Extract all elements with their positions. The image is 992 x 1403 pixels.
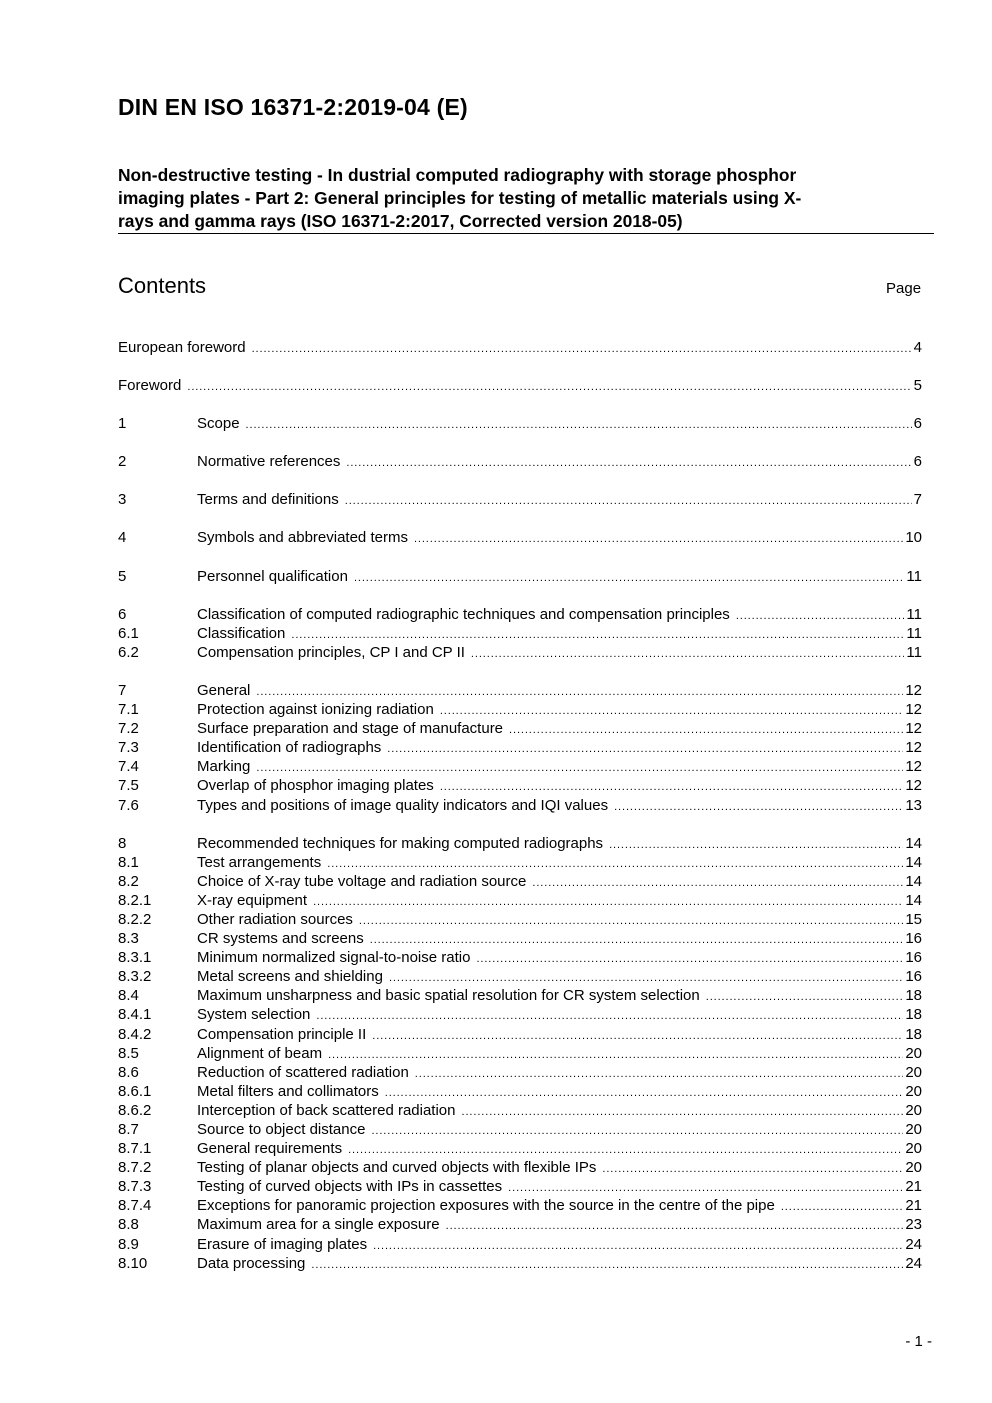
toc-entry-title: Source to object distance bbox=[197, 1121, 366, 1138]
toc-entry-title: Choice of X-ray tube voltage and radiation source bbox=[197, 872, 527, 890]
toc-entry[interactable] bbox=[118, 624, 922, 643]
toc-entry[interactable] bbox=[118, 567, 922, 586]
toc-entry[interactable] bbox=[118, 338, 922, 357]
toc-entry-title: Scope bbox=[197, 415, 240, 433]
subtitle-line: Non-destructive testing - In dustrial computed radiography with storage phosphor bbox=[118, 165, 797, 185]
toc-entry[interactable] bbox=[118, 1196, 922, 1215]
toc-entry-number: 7.3 bbox=[118, 739, 139, 757]
toc-entry-page: 21 bbox=[905, 1178, 922, 1196]
toc-entry-number: 6 bbox=[118, 605, 127, 623]
toc-entry[interactable] bbox=[118, 700, 922, 719]
toc-entry-number: 8.5 bbox=[118, 1044, 139, 1062]
toc-entry-number: 6.1 bbox=[118, 624, 139, 642]
toc-entry-title: Reduction of scattered radiation bbox=[197, 1063, 409, 1081]
toc-entry-title: Exceptions for panoramic projection exposures with the source in the centre of the pipe bbox=[197, 1197, 775, 1215]
toc-entry-number: 8 bbox=[118, 834, 127, 852]
toc-dot-leader bbox=[414, 530, 903, 549]
toc-entry-page: 18 bbox=[905, 987, 922, 1005]
toc-entry-number: 2 bbox=[118, 453, 127, 471]
toc-entry-page: 21 bbox=[905, 1197, 922, 1215]
toc-entry-number: 8.4.2 bbox=[118, 1025, 152, 1043]
toc-entry-page: 20 bbox=[905, 1159, 922, 1177]
toc-entry[interactable] bbox=[118, 1139, 922, 1158]
toc-entry-number: 8.2.1 bbox=[118, 891, 152, 909]
toc-entry[interactable] bbox=[118, 910, 922, 929]
toc-entry-title: Recommended techniques for making computed radiographs bbox=[197, 834, 604, 852]
toc-entry-number: 8.8 bbox=[118, 1216, 139, 1234]
toc-entry-title: Erasure of imaging plates bbox=[197, 1235, 368, 1253]
subtitle-line: rays and gamma rays (ISO 16371-2:2017, Corrected version 2018-05) bbox=[118, 211, 683, 231]
toc-entry-page: 12 bbox=[905, 777, 922, 795]
toc-entry[interactable] bbox=[118, 1235, 922, 1254]
toc-entry[interactable] bbox=[118, 853, 922, 872]
toc-entry-title: Alignment of beam bbox=[197, 1044, 323, 1062]
toc-entry[interactable] bbox=[118, 1177, 922, 1196]
document-subtitle bbox=[118, 164, 918, 233]
toc-entry-title: Symbols and abbreviated terms bbox=[197, 529, 408, 547]
toc-entry-title: System selection bbox=[197, 1006, 311, 1024]
toc-entry-page: 14 bbox=[905, 853, 922, 871]
toc-entry[interactable] bbox=[118, 414, 922, 433]
toc-entry-page: 20 bbox=[905, 1121, 922, 1138]
toc-entry[interactable] bbox=[118, 986, 922, 1005]
document-id: DIN EN ISO 16371-2:2019-04 (E) bbox=[118, 94, 468, 120]
toc-entry-title: Interception of back scattered radiation bbox=[197, 1101, 456, 1119]
toc-entry-number: 8.1 bbox=[118, 853, 139, 871]
toc-entry-number: 8.7.3 bbox=[118, 1178, 152, 1196]
toc-entry-title: Metal filters and collimators bbox=[197, 1082, 379, 1100]
toc-entry-title: CR systems and screens bbox=[197, 930, 364, 948]
toc-dot-leader bbox=[252, 340, 912, 359]
toc-entry-page: 5 bbox=[913, 377, 922, 395]
toc-entry[interactable] bbox=[118, 1254, 922, 1273]
toc-entry-title: Other radiation sources bbox=[197, 910, 353, 928]
toc-entry-page: 13 bbox=[905, 796, 922, 814]
toc-dot-leader bbox=[471, 645, 905, 664]
toc-entry-page: 20 bbox=[905, 1063, 922, 1081]
toc-entry-title: Personnel qualification bbox=[197, 567, 348, 585]
toc-entry-title: Compensation principles, CP I and CP II bbox=[197, 643, 465, 661]
toc-entry-page: 14 bbox=[905, 891, 922, 909]
toc-entry[interactable] bbox=[118, 1120, 922, 1139]
toc-entry-title: Minimum normalized signal-to-noise ratio bbox=[197, 949, 471, 967]
toc-entry-title: Marking bbox=[197, 758, 251, 776]
toc-entry-page: 12 bbox=[905, 701, 922, 719]
toc-entry-page: 11 bbox=[906, 567, 922, 585]
toc-entry[interactable] bbox=[118, 776, 922, 795]
toc-entry-number: 5 bbox=[118, 567, 127, 585]
toc-entry-page: 12 bbox=[905, 720, 922, 738]
toc-entry-number: 8.2.2 bbox=[118, 910, 152, 928]
toc-entry-title: General bbox=[197, 681, 251, 699]
toc-dot-leader bbox=[311, 1256, 903, 1275]
toc-entry-title: European foreword bbox=[118, 339, 246, 356]
toc-entry-title: Testing of curved objects with IPs in cassettes bbox=[197, 1178, 503, 1196]
toc-dot-leader bbox=[345, 492, 912, 511]
toc-entry[interactable] bbox=[118, 948, 922, 967]
toc-entry-page: 11 bbox=[906, 643, 922, 661]
toc-entry[interactable] bbox=[118, 1082, 922, 1101]
toc-entry-page: 10 bbox=[905, 529, 922, 547]
toc-entry-number: 8.7.1 bbox=[118, 1140, 152, 1158]
toc-entry-page: 12 bbox=[905, 681, 922, 699]
toc-entry-number: 4 bbox=[118, 529, 127, 547]
toc-entry-page: 16 bbox=[905, 949, 922, 967]
toc-entry[interactable] bbox=[118, 929, 922, 948]
toc-entry-page: 16 bbox=[905, 968, 922, 986]
toc-entry-title: Metal screens and shielding bbox=[197, 968, 383, 986]
toc-entry-page: 11 bbox=[906, 605, 922, 623]
toc-entry-title: Classification bbox=[197, 624, 286, 642]
toc-entry[interactable] bbox=[118, 643, 922, 662]
toc-entry-title: General requirements bbox=[197, 1140, 343, 1158]
toc-entry[interactable] bbox=[118, 1025, 922, 1044]
toc-entry-number: 3 bbox=[118, 491, 127, 509]
toc-entry[interactable] bbox=[118, 719, 922, 738]
toc-entry[interactable] bbox=[118, 452, 922, 471]
toc-entry-title: Identification of radiographs bbox=[197, 739, 382, 757]
toc-entry[interactable] bbox=[118, 757, 922, 776]
toc-entry-number: 8.7 bbox=[118, 1121, 139, 1138]
toc-entry-number: 6.2 bbox=[118, 643, 139, 661]
toc-entry[interactable] bbox=[118, 1101, 922, 1120]
toc-entry[interactable] bbox=[118, 738, 922, 757]
toc-entry-title: Maximum unsharpness and basic spatial resolution for CR system selection bbox=[197, 987, 700, 1005]
toc-entry-number: 7.2 bbox=[118, 720, 139, 738]
toc-entry[interactable] bbox=[118, 834, 922, 853]
toc-entry-title: Types and positions of image quality indicators and IQI values bbox=[197, 796, 609, 814]
toc-entry-number: 8.9 bbox=[118, 1235, 139, 1253]
toc-entry-page: 15 bbox=[905, 910, 922, 928]
toc-entry-title: Testing of planar objects and curved objects with flexible IPs bbox=[197, 1159, 597, 1177]
toc-entry-number: 8.7.2 bbox=[118, 1159, 152, 1177]
toc-entry-number: 8.4 bbox=[118, 987, 139, 1005]
toc-entry-page: 20 bbox=[905, 1101, 922, 1119]
toc-entry-number: 8.3.1 bbox=[118, 949, 152, 967]
toc-entry-page: 6 bbox=[913, 453, 922, 471]
toc-entry[interactable] bbox=[118, 967, 922, 986]
toc-entry-page: 18 bbox=[905, 1025, 922, 1043]
toc-entry-title: Terms and definitions bbox=[197, 491, 339, 509]
toc-entry-page: 20 bbox=[905, 1082, 922, 1100]
toc-entry-number: 8.3 bbox=[118, 930, 139, 948]
toc-entry[interactable] bbox=[118, 1158, 922, 1177]
contents-heading: Contents bbox=[118, 273, 207, 298]
toc-entry[interactable] bbox=[118, 1063, 922, 1082]
toc-entry-page: 16 bbox=[905, 930, 922, 948]
toc-entry-page: 6 bbox=[913, 415, 922, 433]
toc-entry-title: Data processing bbox=[197, 1254, 306, 1272]
toc-entry-number: 8.7.4 bbox=[118, 1197, 152, 1215]
toc-entry-title: Test arrangements bbox=[197, 853, 322, 871]
toc-entry[interactable] bbox=[118, 891, 922, 910]
toc-entry-title: Classification of computed radiographic techniques and compensation principles bbox=[197, 605, 730, 623]
toc-entry[interactable] bbox=[118, 605, 922, 624]
toc-entry-title: Overlap of phosphor imaging plates bbox=[197, 777, 434, 795]
toc-entry-page: 23 bbox=[905, 1216, 922, 1234]
toc-entry-title: X-ray equipment bbox=[197, 891, 308, 909]
toc-entry-number: 7.6 bbox=[118, 796, 139, 814]
toc-entry-page: 20 bbox=[905, 1140, 922, 1158]
toc-dot-leader bbox=[187, 378, 911, 397]
toc-entry-title: Compensation principle II bbox=[197, 1025, 367, 1043]
toc-entry-number: 8.4.1 bbox=[118, 1006, 152, 1024]
toc-entry-page: 24 bbox=[905, 1254, 922, 1272]
page-number: - 1 - bbox=[905, 1333, 932, 1350]
table-of-contents bbox=[118, 338, 922, 1273]
toc-entry-page: 7 bbox=[913, 491, 922, 509]
toc-entry-number: 8.2 bbox=[118, 872, 139, 890]
toc-entry[interactable] bbox=[118, 872, 922, 891]
title-divider bbox=[118, 233, 934, 234]
toc-dot-leader bbox=[246, 416, 912, 435]
toc-entry-number: 7.1 bbox=[118, 701, 139, 719]
toc-entry[interactable] bbox=[118, 376, 922, 395]
toc-entry-number: 1 bbox=[118, 415, 127, 433]
toc-entry-page: 4 bbox=[913, 339, 922, 356]
toc-entry-number: 8.6.1 bbox=[118, 1082, 152, 1100]
toc-dot-leader bbox=[346, 454, 911, 473]
toc-entry[interactable] bbox=[118, 681, 922, 700]
toc-entry-number: 8.10 bbox=[118, 1254, 148, 1272]
toc-entry-title: Normative references bbox=[197, 453, 341, 471]
toc-entry-page: 12 bbox=[905, 739, 922, 757]
toc-entry[interactable] bbox=[118, 796, 922, 815]
toc-entry-page: 12 bbox=[905, 758, 922, 776]
toc-entry-page: 11 bbox=[906, 624, 922, 642]
toc-entry-page: 14 bbox=[905, 872, 922, 890]
page-column-label: Page bbox=[886, 280, 922, 297]
toc-entry-number: 8.6 bbox=[118, 1063, 139, 1081]
toc-entry-page: 18 bbox=[905, 1006, 922, 1024]
toc-entry-title: Foreword bbox=[118, 377, 182, 395]
toc-entry-number: 7 bbox=[118, 681, 127, 699]
toc-entry-page: 24 bbox=[905, 1235, 922, 1253]
toc-entry-title: Surface preparation and stage of manufacture bbox=[197, 720, 504, 738]
toc-entry[interactable] bbox=[118, 490, 922, 509]
toc-entry[interactable] bbox=[118, 528, 922, 547]
toc-entry-page: 14 bbox=[905, 834, 922, 852]
toc-entry-title: Protection against ionizing radiation bbox=[197, 701, 434, 719]
toc-entry-page: 20 bbox=[905, 1044, 922, 1062]
toc-entry[interactable] bbox=[118, 1215, 922, 1234]
toc-entry-number: 8.3.2 bbox=[118, 968, 152, 986]
subtitle-line: imaging plates - Part 2: General principles for testing of metallic materials using X- bbox=[118, 188, 802, 208]
toc-entry[interactable] bbox=[118, 1005, 922, 1024]
toc-entry-number: 8.6.2 bbox=[118, 1101, 152, 1119]
toc-entry[interactable] bbox=[118, 1044, 922, 1063]
toc-dot-leader bbox=[354, 569, 904, 588]
toc-dot-leader bbox=[614, 798, 903, 817]
toc-entry-number: 7.5 bbox=[118, 777, 139, 795]
toc-entry-number: 7.4 bbox=[118, 758, 139, 776]
toc-entry-title: Maximum area for a single exposure bbox=[197, 1216, 440, 1234]
